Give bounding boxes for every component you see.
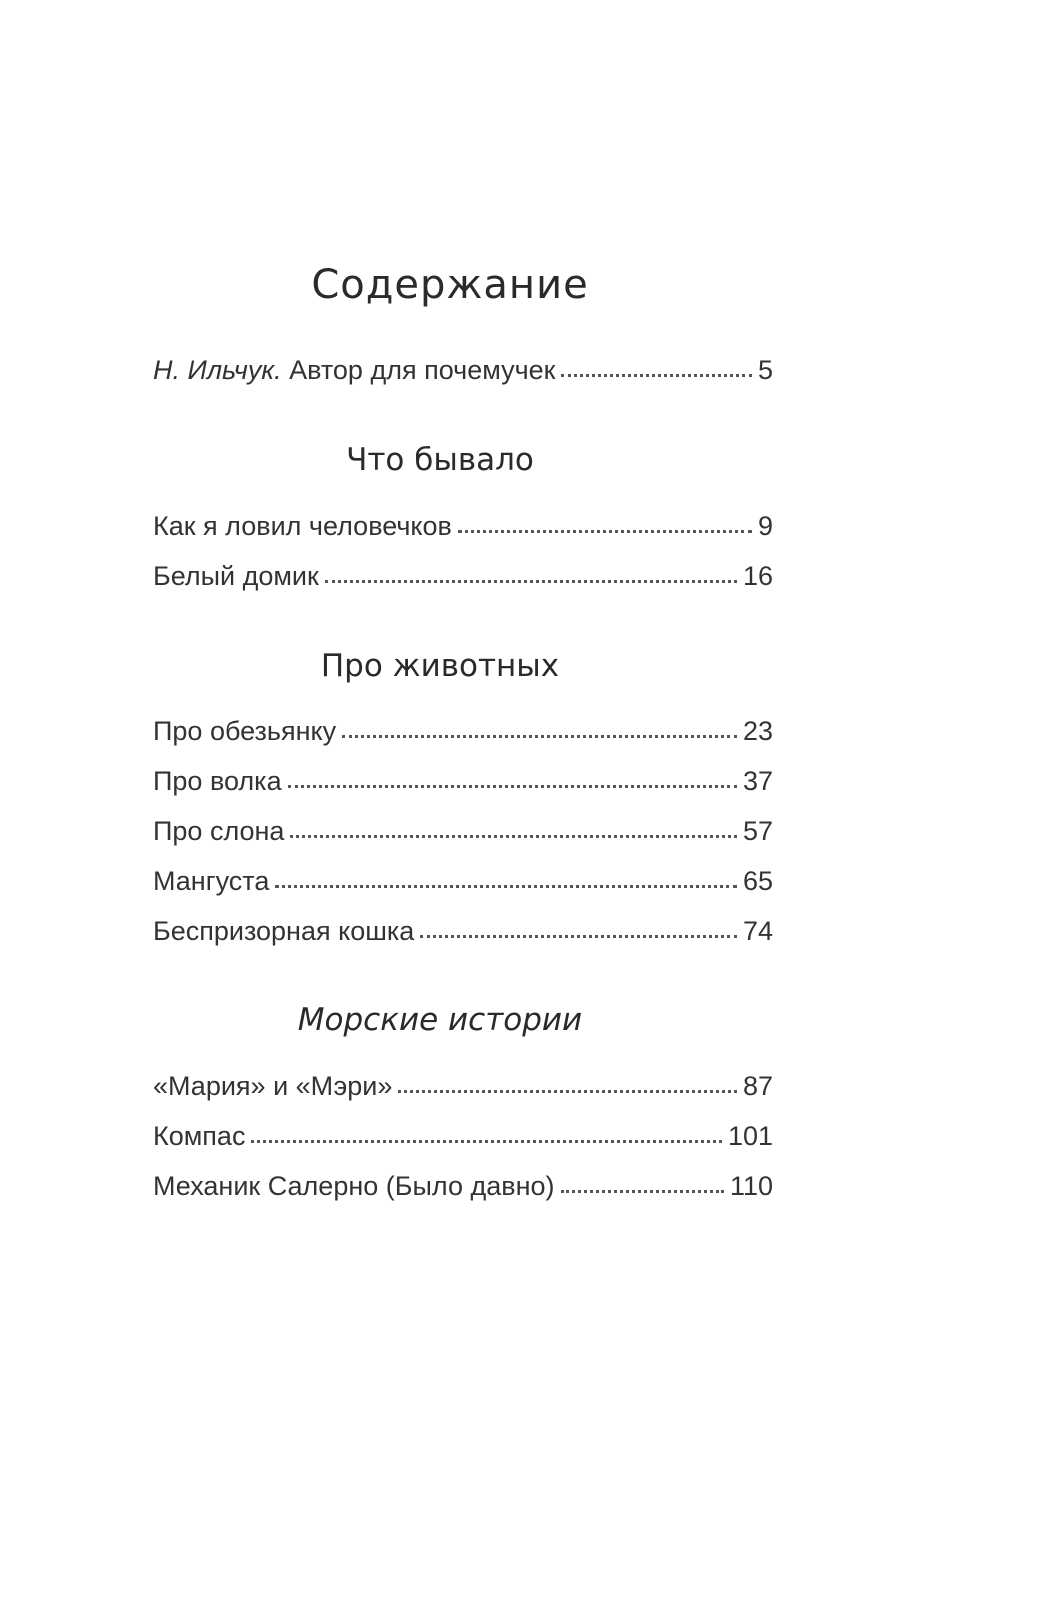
toc-entry[interactable] xyxy=(153,511,773,547)
section-heading: Что бывало xyxy=(346,442,534,478)
toc-entry-page: 23 xyxy=(742,716,773,746)
toc-entry-label: Механик Салерно (Было давно) xyxy=(153,1171,555,1201)
toc-entry-label: Про слона xyxy=(153,816,285,846)
dot-leader xyxy=(325,580,737,583)
toc-entry[interactable] xyxy=(153,561,773,597)
toc-entry-label: Компас xyxy=(153,1121,246,1151)
toc-entry[interactable] xyxy=(153,916,773,952)
toc-entry[interactable] xyxy=(153,1121,773,1157)
toc-entry[interactable] xyxy=(153,716,773,752)
toc-entry-page: 5 xyxy=(757,355,773,385)
toc-entry-page: 16 xyxy=(742,561,773,591)
dot-leader xyxy=(420,935,737,938)
toc-entry-intro[interactable] xyxy=(153,355,773,391)
section-heading: Морские истории xyxy=(297,1002,583,1038)
dot-leader xyxy=(288,785,737,788)
toc-entry-label: Как я ловил человечков xyxy=(153,511,452,541)
toc-entry[interactable] xyxy=(153,766,773,802)
toc-entry-page: 101 xyxy=(727,1121,773,1151)
toc-entry-page: 57 xyxy=(742,816,773,846)
dot-leader xyxy=(458,530,752,533)
toc-entry-label: Беспризорная кошка xyxy=(153,916,415,946)
dot-leader xyxy=(251,1140,721,1143)
toc-entry-author: Н. Ильчук. xyxy=(153,355,282,385)
toc-entry-label: Про волка xyxy=(153,766,282,796)
toc-entry[interactable] xyxy=(153,866,773,902)
toc-entry-page: 65 xyxy=(742,866,773,896)
toc-entry-page: 110 xyxy=(729,1171,773,1201)
dot-leader xyxy=(290,835,737,838)
section-heading: Про животных xyxy=(320,648,560,684)
toc-entry-page: 87 xyxy=(742,1071,773,1101)
dot-leader xyxy=(561,1190,724,1193)
toc-entry-page: 37 xyxy=(742,766,773,796)
dot-leader xyxy=(342,735,737,738)
dot-leader xyxy=(561,374,752,377)
toc-entry-label: «Мария» и «Мэри» xyxy=(153,1071,393,1101)
toc-entry-page: 9 xyxy=(757,511,773,541)
toc-entry-page: 74 xyxy=(742,916,773,946)
toc-entry-label: Н. Ильчук. Автор для почемучек xyxy=(153,355,556,385)
toc-entry-label: Про обезьянку xyxy=(153,716,337,746)
toc-entry[interactable] xyxy=(153,1171,773,1207)
dot-leader xyxy=(398,1090,737,1093)
dot-leader xyxy=(275,885,737,888)
page-title: Содержание xyxy=(311,262,589,308)
toc-entry[interactable] xyxy=(153,816,773,852)
toc-entry-label: Мангуста xyxy=(153,866,270,896)
toc-entry[interactable] xyxy=(153,1071,773,1107)
toc-entry-label: Белый домик xyxy=(153,561,319,591)
